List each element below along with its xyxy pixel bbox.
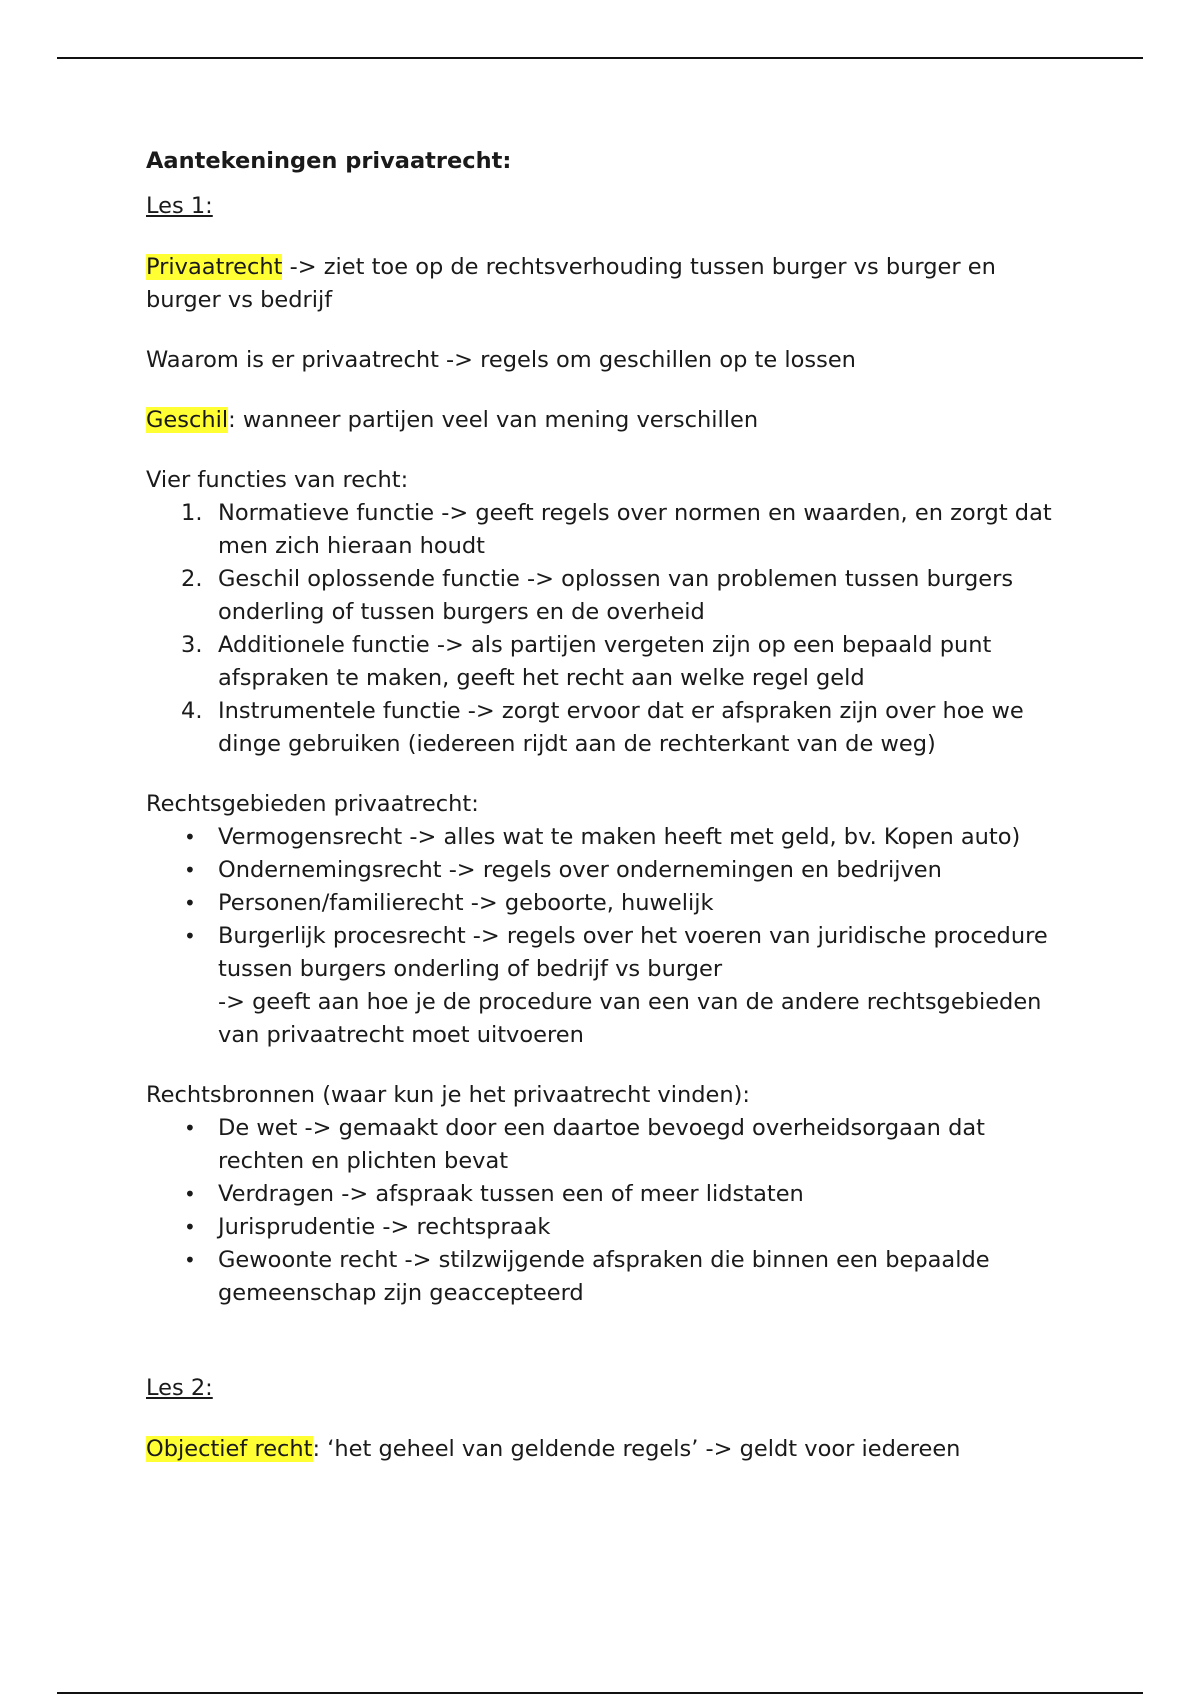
list-number: 4. <box>181 698 203 724</box>
list-item <box>146 695 1076 761</box>
bullet-icon: • <box>184 825 196 849</box>
bullet-icon: • <box>184 1215 196 1239</box>
list-item-text: Geschil oplossende functie -> oplossen van problemen tussen burgers onderling of tussen burgers en de overheid <box>218 566 1014 625</box>
rechtsbronnen-list <box>146 1112 1076 1310</box>
privaatrecht-term: Privaatrecht <box>146 254 283 280</box>
list-number: 2. <box>181 566 203 592</box>
list-item-text: Verdragen -> afspraak tussen een of meer lidstaten <box>218 1181 804 1207</box>
rechtsbronnen-intro: Rechtsbronnen (waar kun je het privaatrecht vinden): <box>146 1082 750 1108</box>
list-item <box>146 887 1076 920</box>
list-item-text: Instrumentele functie -> zorgt ervoor dat er afspraken zijn over hoe we dinge gebruiken (iedereen rijdt aan de rechterkant van de weg) <box>218 698 1024 757</box>
list-item-text: Ondernemingsrecht -> regels over ondernemingen en bedrijven <box>218 857 942 883</box>
geschil-def: : wanneer partijen veel van mening verschillen <box>228 407 759 433</box>
page-bottom-rule <box>57 1692 1143 1694</box>
functies-list <box>146 497 1076 761</box>
list-item <box>146 1211 1076 1244</box>
list-item-text: Vermogensrecht -> alles wat te maken heeft met geld, bv. Kopen auto) <box>218 824 1021 850</box>
bullet-icon: • <box>184 924 196 948</box>
list-item-text: Gewoonte recht -> stilzwijgende afspraken die binnen een bepaalde gemeenschap zijn geaccepteerd <box>218 1247 990 1306</box>
objectief-recht-def: : ‘het geheel van geldende regels’ -> geldt voor iedereen <box>312 1436 961 1462</box>
lesson-1-heading: Les 1: <box>146 193 213 219</box>
bullet-icon: • <box>184 1116 196 1140</box>
list-item <box>146 563 1076 629</box>
list-item-text: Burgerlijk procesrecht -> regels over het voeren van juridische procedure tussen burgers onderling of bedrijf vs burger <box>218 923 1048 982</box>
list-item <box>146 1112 1076 1178</box>
geschil-definition <box>146 404 1076 437</box>
list-item <box>146 854 1076 887</box>
bullet-icon: • <box>184 891 196 915</box>
waarom-paragraph: Waarom is er privaatrecht -> regels om geschillen op te lossen <box>146 347 856 373</box>
list-item-extra: -> geeft aan hoe je de procedure van een van de andere rechtsgebieden van privaatrecht moet uitvoeren <box>218 989 1042 1048</box>
rechtsgebieden-intro: Rechtsgebieden privaatrecht: <box>146 791 479 817</box>
list-item-text: Jurisprudentie -> rechtspraak <box>218 1214 551 1240</box>
list-item-text: De wet -> gemaakt door een daartoe bevoegd overheidsorgaan dat rechten en plichten bevat <box>218 1115 985 1174</box>
document-body <box>146 145 1076 1466</box>
bullet-icon: • <box>184 1248 196 1272</box>
list-number: 3. <box>181 632 203 658</box>
list-item <box>146 1178 1076 1211</box>
bullet-icon: • <box>184 1182 196 1206</box>
list-item-text: Additionele functie -> als partijen vergeten zijn op een bepaald punt afspraken te maken, geeft het recht aan welke regel geld <box>218 632 992 691</box>
objectief-recht-term: Objectief recht <box>146 1436 313 1462</box>
rechtsgebieden-list <box>146 821 1076 1052</box>
page-top-rule <box>57 57 1143 59</box>
privaatrecht-definition <box>146 251 1076 317</box>
list-item <box>146 497 1076 563</box>
list-item-text: Personen/familierecht -> geboorte, huwelijk <box>218 890 714 916</box>
document-title: Aantekeningen privaatrecht: <box>146 148 512 174</box>
privaatrecht-def: -> ziet toe op de rechtsverhouding tussen burger vs burger en burger vs bedrijf <box>146 254 996 313</box>
objectief-recht-definition <box>146 1433 1076 1466</box>
list-item <box>146 821 1076 854</box>
list-item <box>146 1244 1076 1310</box>
list-item <box>146 920 1076 1052</box>
functies-intro: Vier functies van recht: <box>146 467 409 493</box>
list-item-text: Normatieve functie -> geeft regels over normen en waarden, en zorgt dat men zich hieraan houdt <box>218 500 1052 559</box>
list-item <box>146 629 1076 695</box>
lesson-2-heading: Les 2: <box>146 1375 213 1401</box>
list-number: 1. <box>181 500 203 526</box>
geschil-term: Geschil <box>146 407 229 433</box>
bullet-icon: • <box>184 858 196 882</box>
